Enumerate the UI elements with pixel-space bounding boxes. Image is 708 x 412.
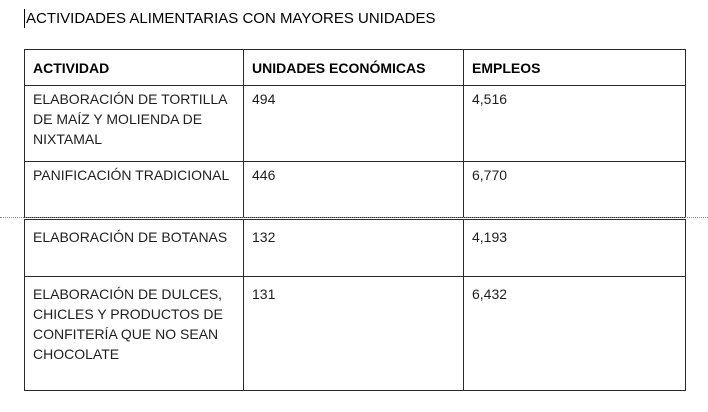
- table-row: [25, 277, 686, 391]
- cell-actividad[interactable]: ELABORACIÓN DE TORTILLA DE MAÍZ Y MOLIENDA DE NIXTAMAL: [25, 86, 244, 162]
- cell-empleos[interactable]: 6,432: [464, 277, 686, 391]
- header-actividad[interactable]: ACTIVIDAD: [25, 50, 244, 86]
- table-row: [25, 220, 686, 277]
- activities-table-part-2: [24, 219, 686, 391]
- cell-empleos[interactable]: 4,193: [464, 220, 686, 277]
- cell-unidades[interactable]: 132: [244, 220, 464, 277]
- cell-unidades[interactable]: 494: [244, 86, 464, 162]
- cell-unidades[interactable]: 446: [244, 162, 464, 218]
- cell-actividad[interactable]: ELABORACIÓN DE DULCES, CHICLES Y PRODUCTOS DE CONFITERÍA QUE NO SEAN CHOCOLATE: [25, 277, 244, 391]
- cell-unidades[interactable]: 131: [244, 277, 464, 391]
- cell-empleos[interactable]: 4,516: [464, 86, 686, 162]
- header-unidades-economicas[interactable]: UNIDADES ECONÓMICAS: [244, 50, 464, 86]
- page-break-line: [0, 217, 708, 218]
- document-title[interactable]: ACTIVIDADES ALIMENTARIAS CON MAYORES UNIDADES: [26, 10, 436, 27]
- text-cursor: [24, 9, 25, 28]
- cell-actividad[interactable]: PANIFICACIÓN TRADICIONAL: [25, 162, 244, 218]
- table-header-row: [25, 50, 686, 86]
- table-row: [25, 162, 686, 218]
- activities-table-part-1: [24, 49, 686, 218]
- cell-empleos[interactable]: 6,770: [464, 162, 686, 218]
- header-empleos[interactable]: EMPLEOS: [464, 50, 686, 86]
- table-row: [25, 86, 686, 162]
- cell-actividad[interactable]: ELABORACIÓN DE BOTANAS: [25, 220, 244, 277]
